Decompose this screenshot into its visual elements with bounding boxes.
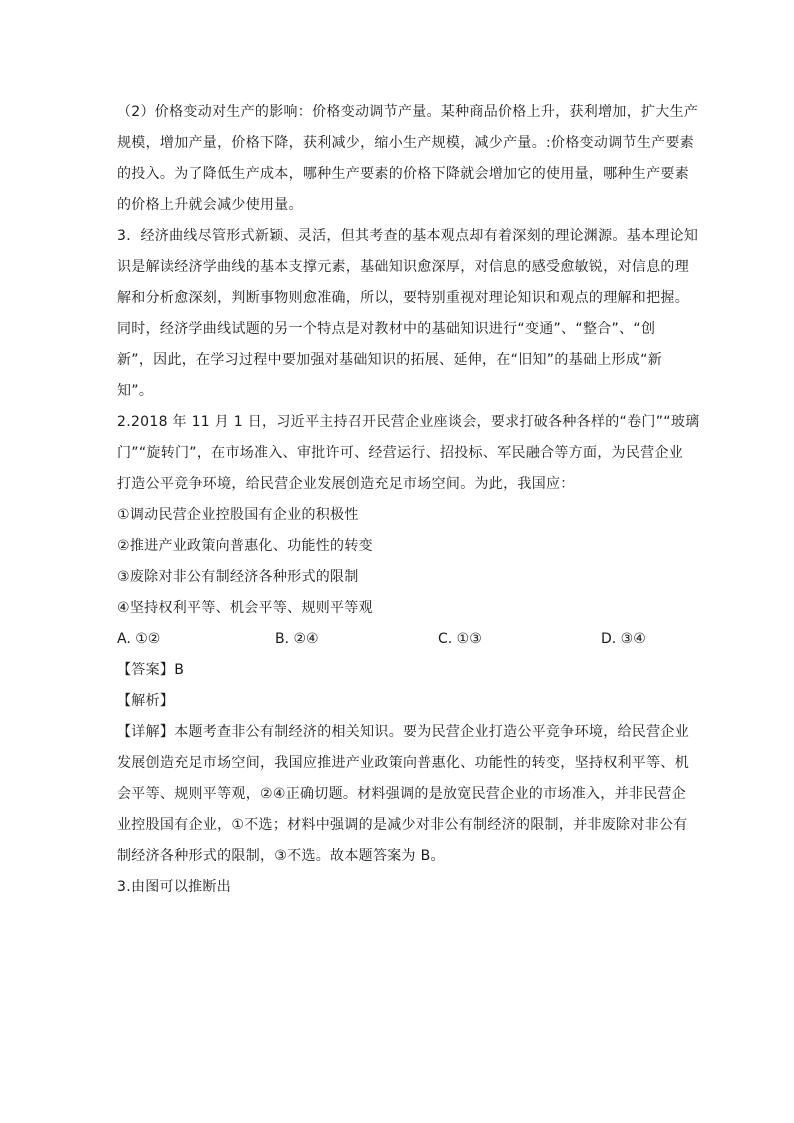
statement-item: ①调动民营企业控股国有企业的积极性 xyxy=(117,507,359,523)
text-line: 规模，增加产量，价格下降，获利减少，缩小生产规模，减少产量。:价格变动调节生产要素 xyxy=(117,135,695,151)
text-line: 新”，因此，在学习过程中要加强对基础知识的拓展、延伸，在“旧知”的基础上形成“新 xyxy=(117,352,663,368)
option-a: A. ①② xyxy=(117,631,161,647)
text-line: 解和分析愈深刻，判断事物则愈准确，所以，要特别重视对理论知识和观点的理解和把握。 xyxy=(117,290,689,306)
text-line: 3．经济曲线尽管形式新颖、灵活，但其考查的基本观点却有着深刻的理论渊源。基本理论知 xyxy=(117,228,699,244)
text-line: 识是解读经济学曲线的基本支撑元素，基础知识愈深厚，对信息的感受愈敏锐，对信息的理 xyxy=(117,259,689,275)
question-2 xyxy=(117,407,700,872)
statement-item: ③废除对非公有制经济各种形式的限制 xyxy=(117,569,359,585)
question-stem-line: 2.2018 年 11 月 1 日，习近平主持召开民营企业座谈会，要求打破各种各样的“卷门”“玻璃 xyxy=(117,414,700,430)
detail-line: 制经济各种形式的限制，③不选。故本题答案为 B。 xyxy=(117,848,445,864)
text-line: 同时，经济学曲线试题的另一个特点是对教材中的基础知识进行“变通”、“整合”、“创 xyxy=(117,321,656,337)
answer-options xyxy=(117,624,687,655)
question-stem-line: 打造公平竞争环境，给民营企业发展创造充足市场空间。为此，我国应： xyxy=(117,476,575,492)
section-price-effects xyxy=(117,97,699,407)
option-d: D. ③④ xyxy=(601,631,646,647)
text-line: 的价格上升就会减少使用量。 xyxy=(117,197,303,213)
answer-line: 【答案】B xyxy=(117,662,185,678)
text-line: 的投入。为了降低生产成本，哪种生产要素的价格下降就会增加它的使用量，哪种生产要素 xyxy=(117,166,689,182)
option-c: C. ①③ xyxy=(438,631,482,647)
analysis-label: 【解析】 xyxy=(117,693,175,709)
question-3 xyxy=(117,872,687,903)
detail-line: 业控股国有企业，①不选；材料中强调的是减少对非公有制经济的限制，并非废除对非公有 xyxy=(117,817,688,833)
text-line: （2）价格变动对生产的影响：价格变动调节产量。某种商品价格上升，获利增加，扩大生产 xyxy=(117,104,699,120)
option-b: B. ②④ xyxy=(275,631,319,647)
detail-line: 会平等、规则平等观，②④正确切题。材料强调的是放宽民营企业的市场准入，并非民营企 xyxy=(117,786,687,802)
detail-line: 发展创造充足市场空间，我国应推进产业政策向普惠化、功能性的转变，坚持权利平等、机 xyxy=(117,755,689,771)
detail-line: 【详解】本题考查非公有制经济的相关知识。要为民营企业打造公平竞争环境，给民营企业 xyxy=(117,724,689,740)
statement-item: ④坚持权利平等、机会平等、规则平等观 xyxy=(117,600,373,616)
statement-item: ②推进产业政策向普惠化、功能性的转变 xyxy=(117,538,373,554)
question-stem-line: 3.由图可以推断出 xyxy=(117,879,232,895)
question-stem-line: 门”“旋转门”，在市场准入、审批许可、经营运行、招投标、军民融合等方面，为民营企业 xyxy=(117,445,684,461)
text-line: 知”。 xyxy=(117,383,154,399)
